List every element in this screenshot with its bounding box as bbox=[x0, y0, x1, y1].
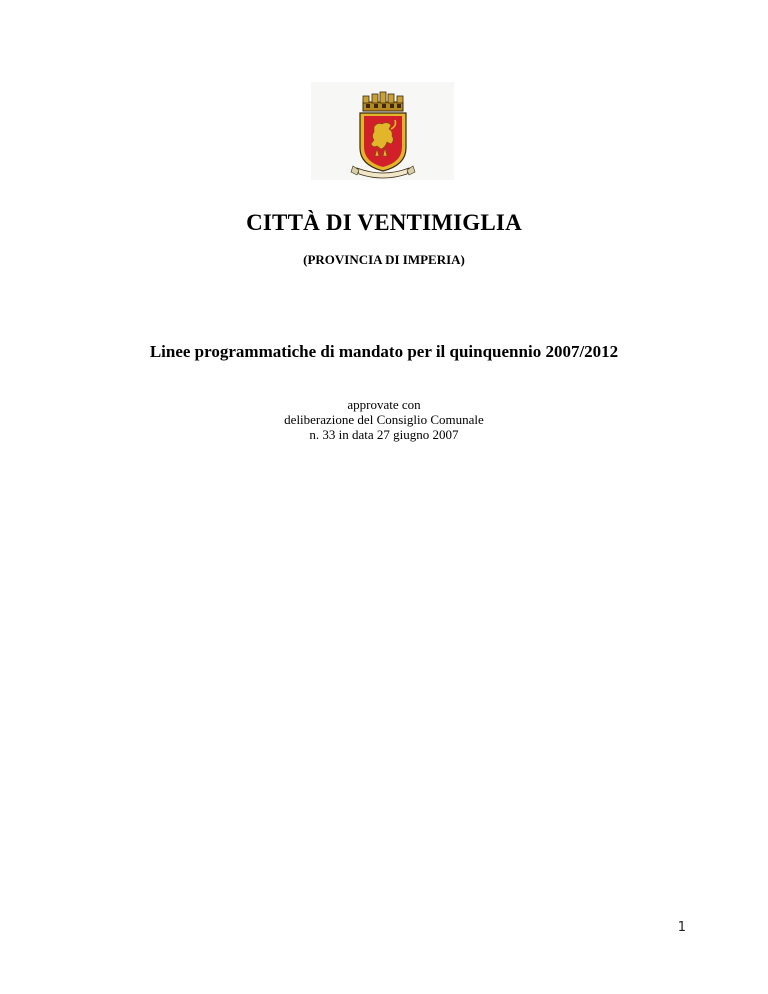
approval-line-2: deliberazione del Consiglio Comunale bbox=[284, 412, 484, 427]
approval-note bbox=[0, 397, 768, 442]
coat-of-arms-icon bbox=[311, 82, 454, 180]
document-heading: Linee programmatiche di mandato per il quinquennio 2007/2012 bbox=[149, 342, 619, 361]
document-subtitle: (PROVINCIA DI IMPERIA) bbox=[303, 252, 465, 267]
approval-line-1: approvate con bbox=[347, 397, 421, 412]
document-title: CITTÀ DI VENTIMIGLIA bbox=[246, 210, 522, 235]
approval-line-3: n. 33 in data 27 giugno 2007 bbox=[309, 427, 459, 442]
page-number: 1 bbox=[677, 920, 686, 935]
crown-icon bbox=[363, 92, 403, 111]
coat-of-arms-image bbox=[311, 82, 454, 180]
